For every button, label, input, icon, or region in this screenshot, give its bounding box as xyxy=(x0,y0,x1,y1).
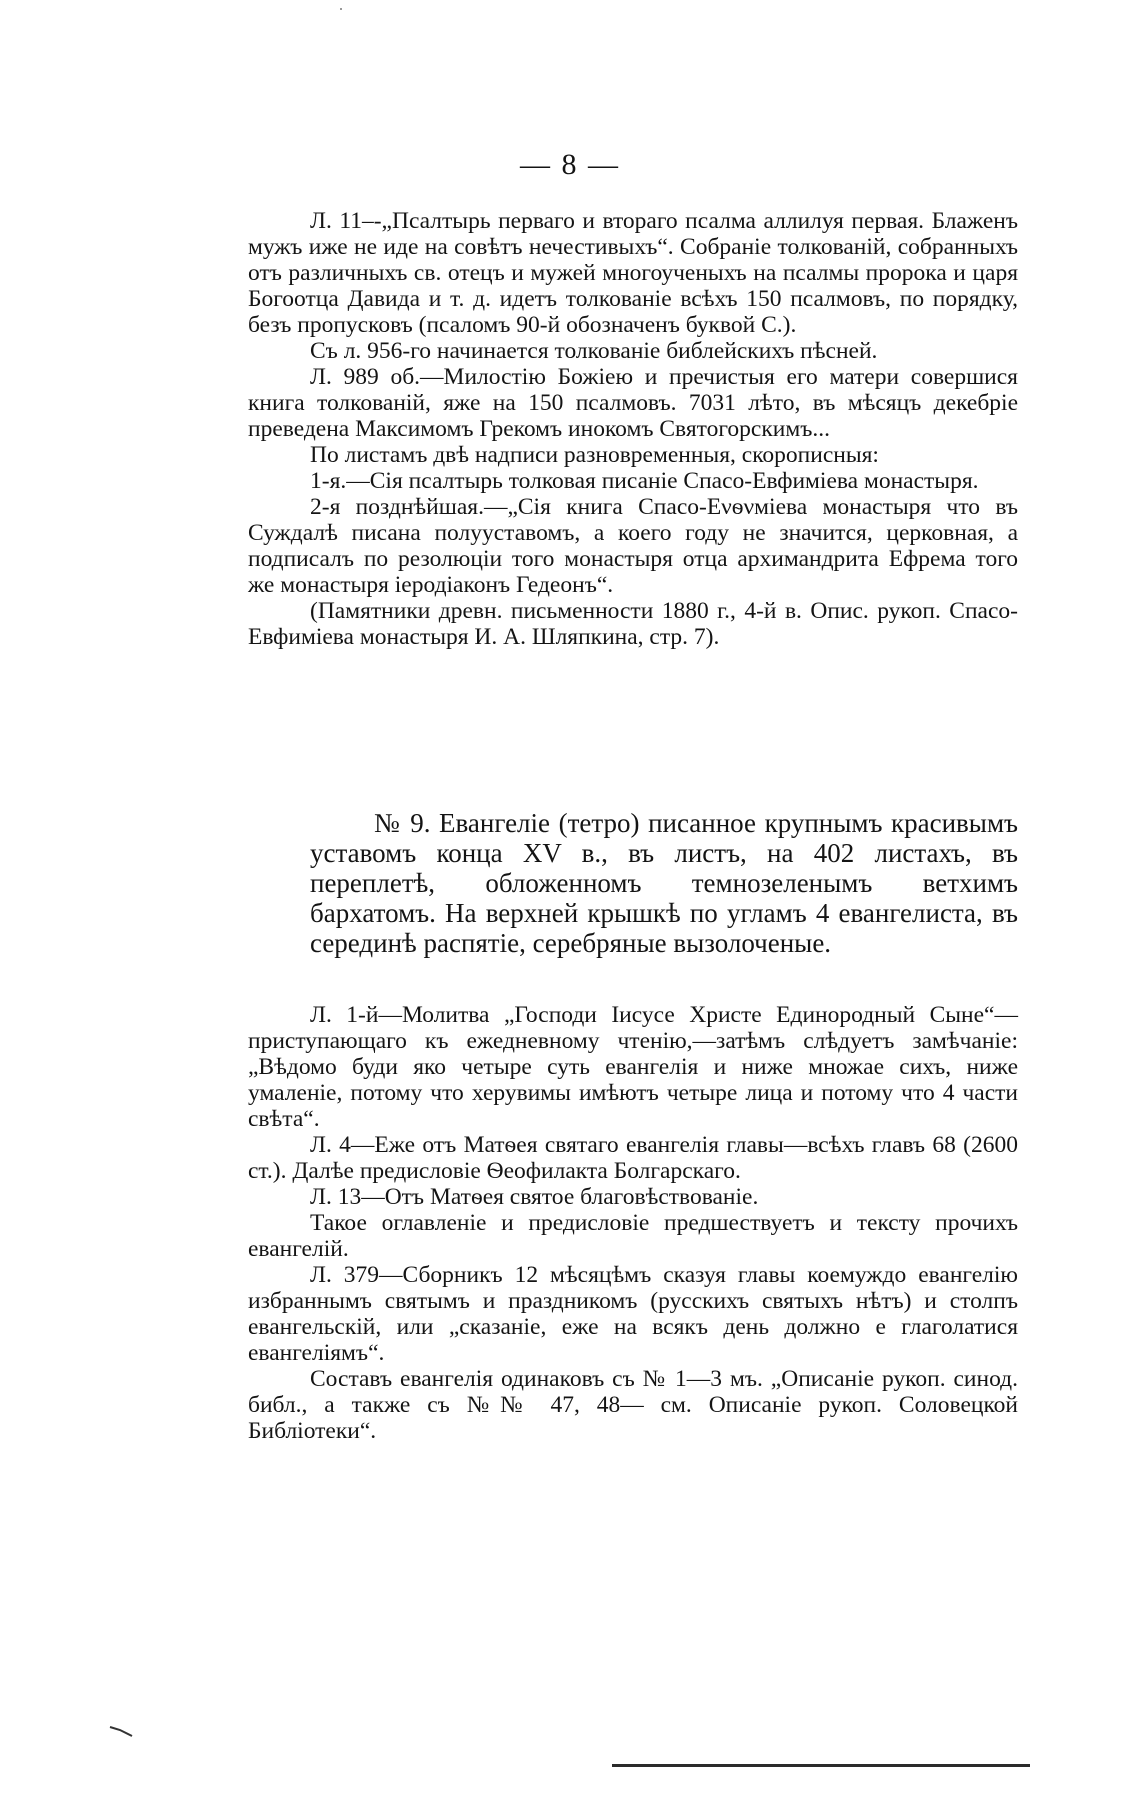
paragraph: 1-я.—Сія псалтырь толковая писаніе Спасо-Евфиміева монастыря. xyxy=(310,468,979,494)
scan-speck xyxy=(340,8,342,10)
paragraph: Съ л. 956-го начинается толкованіе библейскихъ пѣсней. xyxy=(310,338,878,364)
paragraph: Л. 13—Отъ Матѳея святое благовѣствованіе. xyxy=(310,1184,759,1210)
page-number: — 8 — xyxy=(520,148,620,181)
scan-edge-line xyxy=(612,1764,1030,1767)
entry-9-description xyxy=(248,1002,1018,1444)
paragraph: (Памятники древн. письменности 1880 г., 4-й в. Опис. рукоп. Спасо-Евфиміева монастыря И. А. Шляпкина, стр. 7). xyxy=(248,598,1018,650)
paragraph: Составъ евангелія одинаковъ съ № 1—3 мъ. „Описаніе рукоп. синод. библ., а также съ №№ 47, 48— см. Описаніе рукоп. Соловецкой Библіотеки“. xyxy=(248,1366,1018,1444)
paragraph: По листамъ двѣ надписи разновременныя, скорописныя: xyxy=(310,442,879,468)
paragraph: Л. 379—Сборникъ 12 мѣсяцѣмъ сказуя главы коемуждо евангелію избраннымъ святымъ и праздникомъ (русскихъ святыхъ нѣтъ) и столпъ евангельскій, или „сказаніе, еже на всякъ день должно е глаголатися евангеліямъ“. xyxy=(248,1262,1018,1366)
entry-9-heading: № 9. Евангеліе (тетро) писанное крупнымъ красивымъ уставомъ конца XV в., въ листъ, на 402 листахъ, въ переплетѣ, обложенномъ темнозеленымъ ветхимъ бархатомъ. На верхней крышкѣ по угламъ 4 евангелиста, въ серединѣ распятіе, серебряные вызолоченые. xyxy=(310,808,1018,958)
entry-8-continuation xyxy=(248,208,1018,650)
paragraph: Л. 4—Еже отъ Матѳея святаго евангелія главы—всѣхъ главъ 68 (2600 ст.). Далѣе предисловіе Ѳеофилакта Болгарскаго. xyxy=(248,1132,1018,1184)
entry-9-heading-block xyxy=(310,808,1018,958)
paragraph: Л. 989 об.—Милостію Божіею и пречистыя его матери совершися книга толкованій, яже на 150 псалмовъ. 7031 лѣто, въ мѣсяцъ декебріе преведена Максимомъ Грекомъ инокомъ Святогорскимъ... xyxy=(248,364,1018,442)
scan-scribble-mark xyxy=(108,1724,136,1738)
paragraph: Л. 1-й—Молитва „Господи Іисусе Христе Единородный Сыне“—приступающаго къ ежедневному чтенію,—затѣмъ слѣдуетъ замѣчаніе: „Вѣдомо буди яко четыре суть евангелія и ниже множае сихъ, ниже умаленіе, потому что херувимы имѣютъ четыре лица и потому что 4 части свѣта“. xyxy=(248,1002,1018,1132)
paragraph: Такое оглавленіе и предисловіе предшествуетъ и тексту прочихъ евангелій. xyxy=(248,1210,1018,1262)
paragraph: Л. 11–-„Псалтырь перваго и втораго псалма аллилуя первая. Блаженъ мужъ иже не иде на совѣтъ нечестивыхъ“. Собраніе толкованій, собранныхъ отъ различныхъ св. отецъ и мужей многоученыхъ на псалмы пророка и царя Богоотца Давида и т. д. идетъ толкованіе всѣхъ 150 псалмовъ, по порядку, безъ пропусковъ (псаломъ 90-й обозначенъ буквой С.). xyxy=(248,208,1018,338)
paragraph: 2-я позднѣйшая.—„Сія книга Спасо-Еνѳνміева монастыря что въ Суждалѣ писана полууставомъ, а коего году не значится, церковная, а подписалъ по резолюціи того монастыря отца архимандрита Ефрема того же монастыря іеродіаконъ Гедеонъ“. xyxy=(248,494,1018,598)
